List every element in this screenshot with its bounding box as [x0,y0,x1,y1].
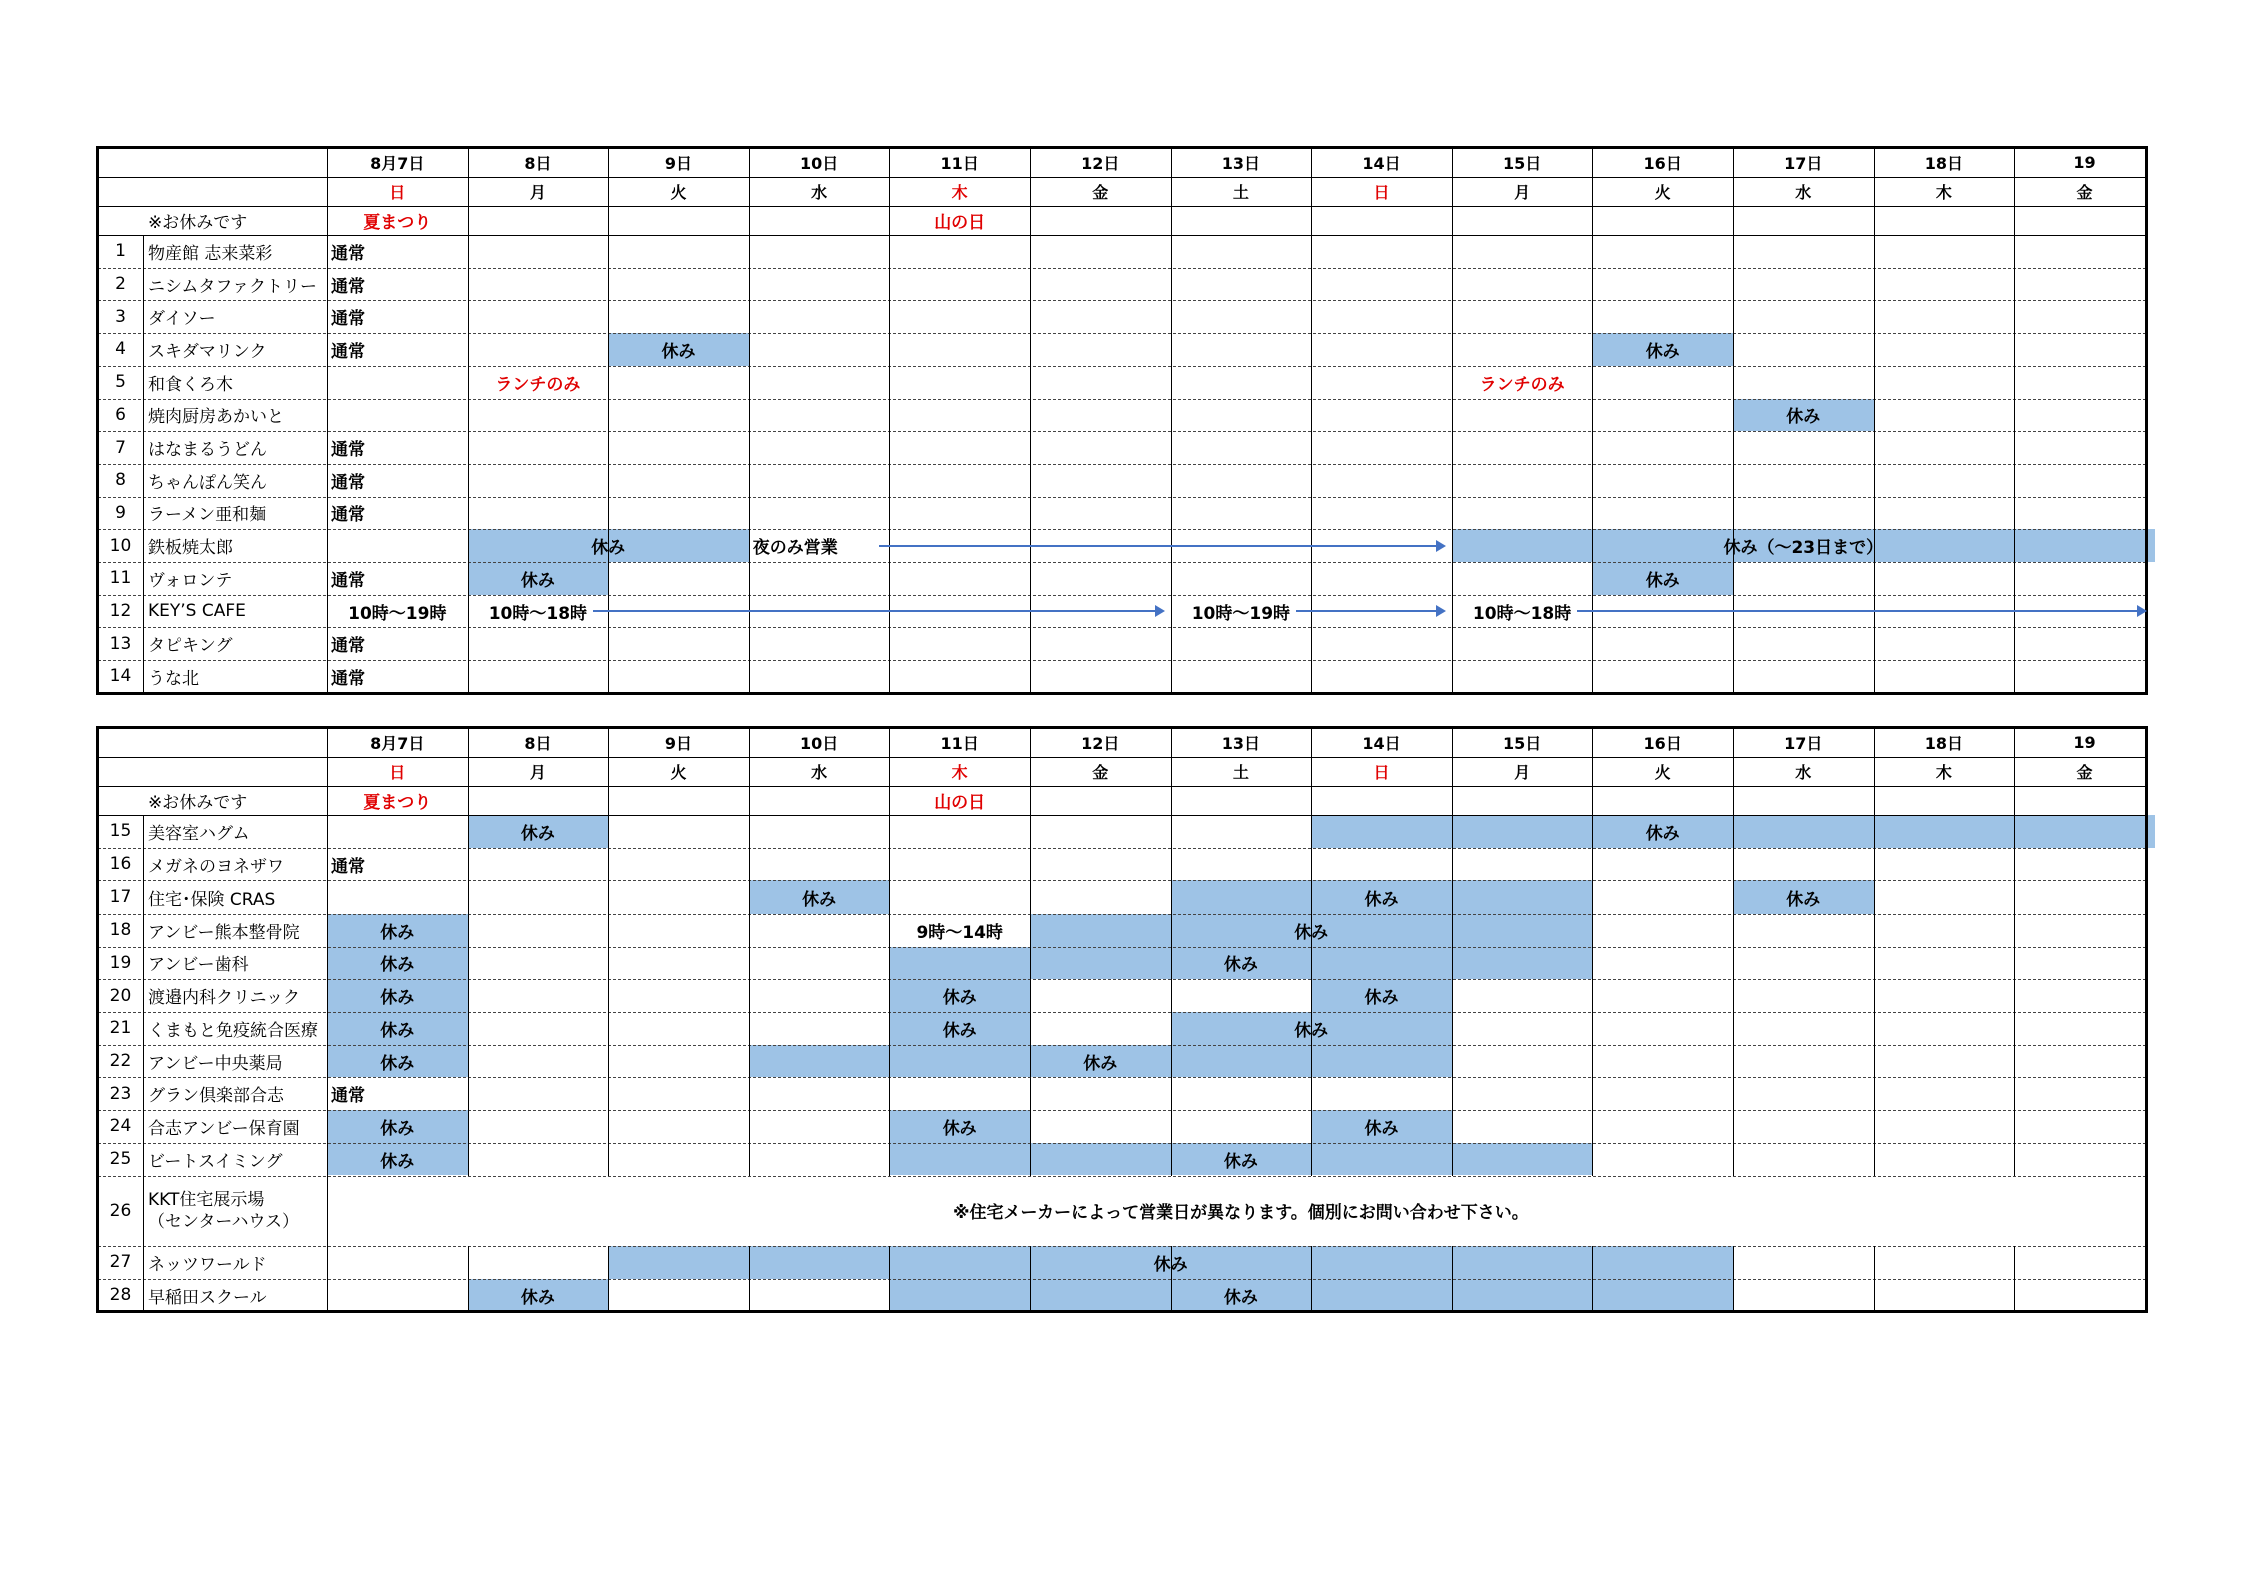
weekday-header: 日 [389,763,406,782]
row-number: 1 [115,241,126,262]
row-number: 23 [109,1083,132,1104]
row-number: 13 [109,633,132,654]
weekday-header: 火 [670,763,687,782]
closed-label: 休み [380,955,415,976]
status-text: 10時～19時 [348,603,447,624]
status-text: 通常 [331,440,365,461]
weekday-header: 木 [951,183,968,202]
closed-label: 休み [942,1118,977,1139]
row-number: 24 [109,1116,132,1137]
date-header: 17日 [1784,154,1823,173]
shop-name: くまもと免疫統合医療 [148,1020,318,1041]
closed-label: 休み [1645,823,1680,844]
continuation-arrow [593,610,1163,612]
status-text: 9時～14時 [916,922,1003,943]
shop-name: 鉄板焼太郎 [148,538,233,559]
row-number: 17 [109,887,132,908]
weekday-header: 月 [529,763,546,782]
date-header: 12日 [1081,154,1120,173]
continuation-arrow [1296,610,1444,612]
status-text: 通常 [331,243,365,264]
date-header: 8日 [524,734,552,753]
status-text: 10時～18時 [1472,603,1572,624]
weekday-header: 日 [1373,763,1390,782]
weekday-header: 月 [1514,183,1531,202]
date-header: 12日 [1081,734,1120,753]
closed-label: 休み [520,823,555,844]
row-number: 6 [115,404,126,425]
weekday-header: 月 [1514,763,1531,782]
shop-name [143,1176,327,1247]
status-text: 通常 [331,636,365,657]
shop-name: ヴォロンテ [148,570,233,591]
closed-label: 休み [591,538,626,559]
weekday-header: 木 [1935,763,1952,782]
closed-label: 休み [802,889,837,910]
row-number: 26 [109,1200,132,1221]
closed-label: 休み [380,1118,415,1139]
date-header: 13日 [1221,734,1261,753]
weekday-header: 土 [1232,183,1249,202]
shop-name: 渡邉内科クリニック [148,988,300,1009]
shop-name: 焼肉厨房あかいと [148,407,284,428]
weekday-header: 金 [1092,763,1109,782]
shop-name: はなまるうどん [148,440,267,461]
shop-name: 物産館 志来菜彩 [148,243,273,264]
shop-name: ダイソー [148,309,216,330]
shop-name: 早稲田スクール [148,1287,267,1308]
closed-label: 休み [942,988,977,1009]
shop-name: 住宅･保険 CRAS [148,889,276,910]
shop-name: ちゃんぽん笑ん [148,472,267,493]
date-header: 19 [2073,733,2096,752]
weekday-header: 土 [1232,763,1249,782]
row-number: 18 [109,920,132,941]
closed-label: 休み [380,988,415,1009]
date-header: 10日 [799,734,839,753]
row-number: 20 [109,985,132,1006]
closed-label: 休み [1223,1287,1258,1308]
date-header: 9日 [664,734,693,753]
date-header: 16日 [1643,734,1682,753]
status-text: 通常 [331,472,365,493]
weekday-header: 日 [1373,183,1390,202]
status-text: 通常 [331,856,365,877]
shop-name: メガネのヨネザワ [148,856,284,877]
status-text: 夜のみ営業 [752,538,838,559]
status-text: 通常 [331,1086,365,1107]
date-header: 19 [2073,153,2096,172]
shop-name-line: （センターハウス） [148,1211,299,1232]
row-number: 12 [109,601,132,622]
closed-label: 休み [380,1020,415,1041]
closed-label: 休み [1294,1020,1329,1041]
row-number: 14 [109,666,132,687]
date-header: 8月7日 [370,154,425,173]
shop-name: 美容室ハグム [148,823,250,844]
date-header: 18日 [1924,734,1964,753]
date-header: 8日 [524,154,552,173]
row-number: 15 [109,821,132,842]
weekday-header: 金 [2076,763,2093,782]
weekday-header: 木 [951,763,968,782]
closed-label: 休み [1223,955,1258,976]
closed-label: 休み [1364,889,1399,910]
shop-name: タピキング [148,636,233,657]
date-header: 15日 [1502,154,1542,173]
weekday-header: 金 [1092,183,1109,202]
row-number: 10 [109,535,132,556]
status-text: 通常 [331,341,365,362]
status-text: 通常 [331,505,365,526]
closed-label: 休み [380,922,415,943]
shop-name: うな北 [148,668,199,689]
note-label: ※お休みです [148,213,248,233]
weekday-header: 水 [1795,183,1812,202]
holiday-label: 山の日 [934,213,986,233]
status-text: 通常 [331,570,365,591]
row-number: 7 [115,437,126,458]
weekday-header: 火 [670,183,687,202]
closed-label: 休み [520,570,555,591]
shop-name: 合志アンビー保育園 [148,1118,300,1139]
shop-name: 和食くろ木 [148,374,233,395]
note-label: ※お休みです [148,793,248,813]
weekday-header: 火 [1654,763,1671,782]
weekday-header: 水 [811,763,828,782]
row-number: 8 [115,470,126,491]
closed-label: 休み [520,1287,555,1308]
shop-name-line: KKT住宅展示場 [148,1189,265,1210]
continuation-arrow [879,545,1444,547]
date-header: 18日 [1924,154,1964,173]
holiday-label: 夏まつり [363,793,432,813]
row-number: 11 [109,568,132,589]
holiday-label: 山の日 [934,793,986,813]
shop-name: ネッツワールド [148,1254,267,1275]
closed-label: 休み [661,341,696,362]
row-number: 28 [109,1285,132,1306]
row-number: 25 [109,1149,132,1170]
date-header: 11日 [940,154,979,173]
weekday-header: 火 [1654,183,1671,202]
closed-label: 休み [1223,1151,1258,1172]
weekday-header: 水 [1795,763,1812,782]
date-header: 16日 [1643,154,1682,173]
date-header: 13日 [1221,154,1261,173]
shop-name: ビートスイミング [148,1151,283,1172]
date-header: 11日 [940,734,979,753]
row-number: 5 [115,372,126,393]
row-number: 9 [115,502,126,523]
closed-label: 休み [1786,889,1821,910]
shop-name: アンビー歯科 [148,955,249,976]
shop-name: ラーメン亜和麺 [148,505,267,526]
row-number: 3 [115,306,126,327]
status-text: 通常 [331,309,365,330]
weekday-header: 日 [389,183,406,202]
row-number: 19 [109,952,132,973]
closed-label: 休み（～23日まで） [1723,538,1884,559]
shop-name: グラン倶楽部合志 [148,1086,284,1107]
shop-name: アンビー熊本整骨院 [148,922,300,943]
status-text: 10時～18時 [488,603,588,624]
status-text: 通常 [331,668,365,689]
closed-label: 休み [1294,922,1329,943]
shop-name: アンビー中央薬局 [148,1053,283,1074]
closed-label: 休み [380,1053,415,1074]
date-header: 10日 [799,154,839,173]
row-number: 21 [109,1018,132,1039]
date-header: 17日 [1784,734,1823,753]
closed-label: 休み [1786,407,1821,428]
closed-label: 休み [1645,570,1680,591]
merged-note: ※住宅メーカーによって営業日が異なります。個別にお問い合わせ下さい。 [952,1203,1529,1224]
row-number: 2 [115,274,126,295]
date-header: 9日 [664,154,693,173]
shop-name: ニシムタファクトリー [148,276,317,297]
continuation-arrow [1577,610,2145,612]
date-header: 14日 [1362,154,1401,173]
status-text: ランチのみ [1479,374,1565,395]
status-text: ランチのみ [495,374,581,395]
row-number: 27 [109,1252,132,1273]
date-header: 8月7日 [370,734,425,753]
closed-label: 休み [380,1151,415,1172]
holiday-label: 夏まつり [363,213,432,233]
shop-name: スキダマリンク [148,341,267,362]
shop-name: KEY’S CAFE [148,601,246,622]
row-number: 16 [109,854,132,875]
weekday-header: 木 [1935,183,1952,202]
date-header: 15日 [1502,734,1542,753]
status-text: 10時～19時 [1191,603,1291,624]
closed-label: 休み [942,1020,977,1041]
closed-label: 休み [1364,988,1399,1009]
closed-label: 休み [1083,1053,1118,1074]
row-number: 22 [109,1051,132,1072]
weekday-header: 月 [529,183,546,202]
weekday-header: 金 [2076,183,2093,202]
date-header: 14日 [1362,734,1401,753]
weekday-header: 水 [811,183,828,202]
closed-label: 休み [1645,341,1680,362]
row-number: 4 [115,339,126,360]
status-text: 通常 [331,276,365,297]
closed-label: 休み [1153,1254,1188,1275]
closed-label: 休み [1364,1118,1399,1139]
